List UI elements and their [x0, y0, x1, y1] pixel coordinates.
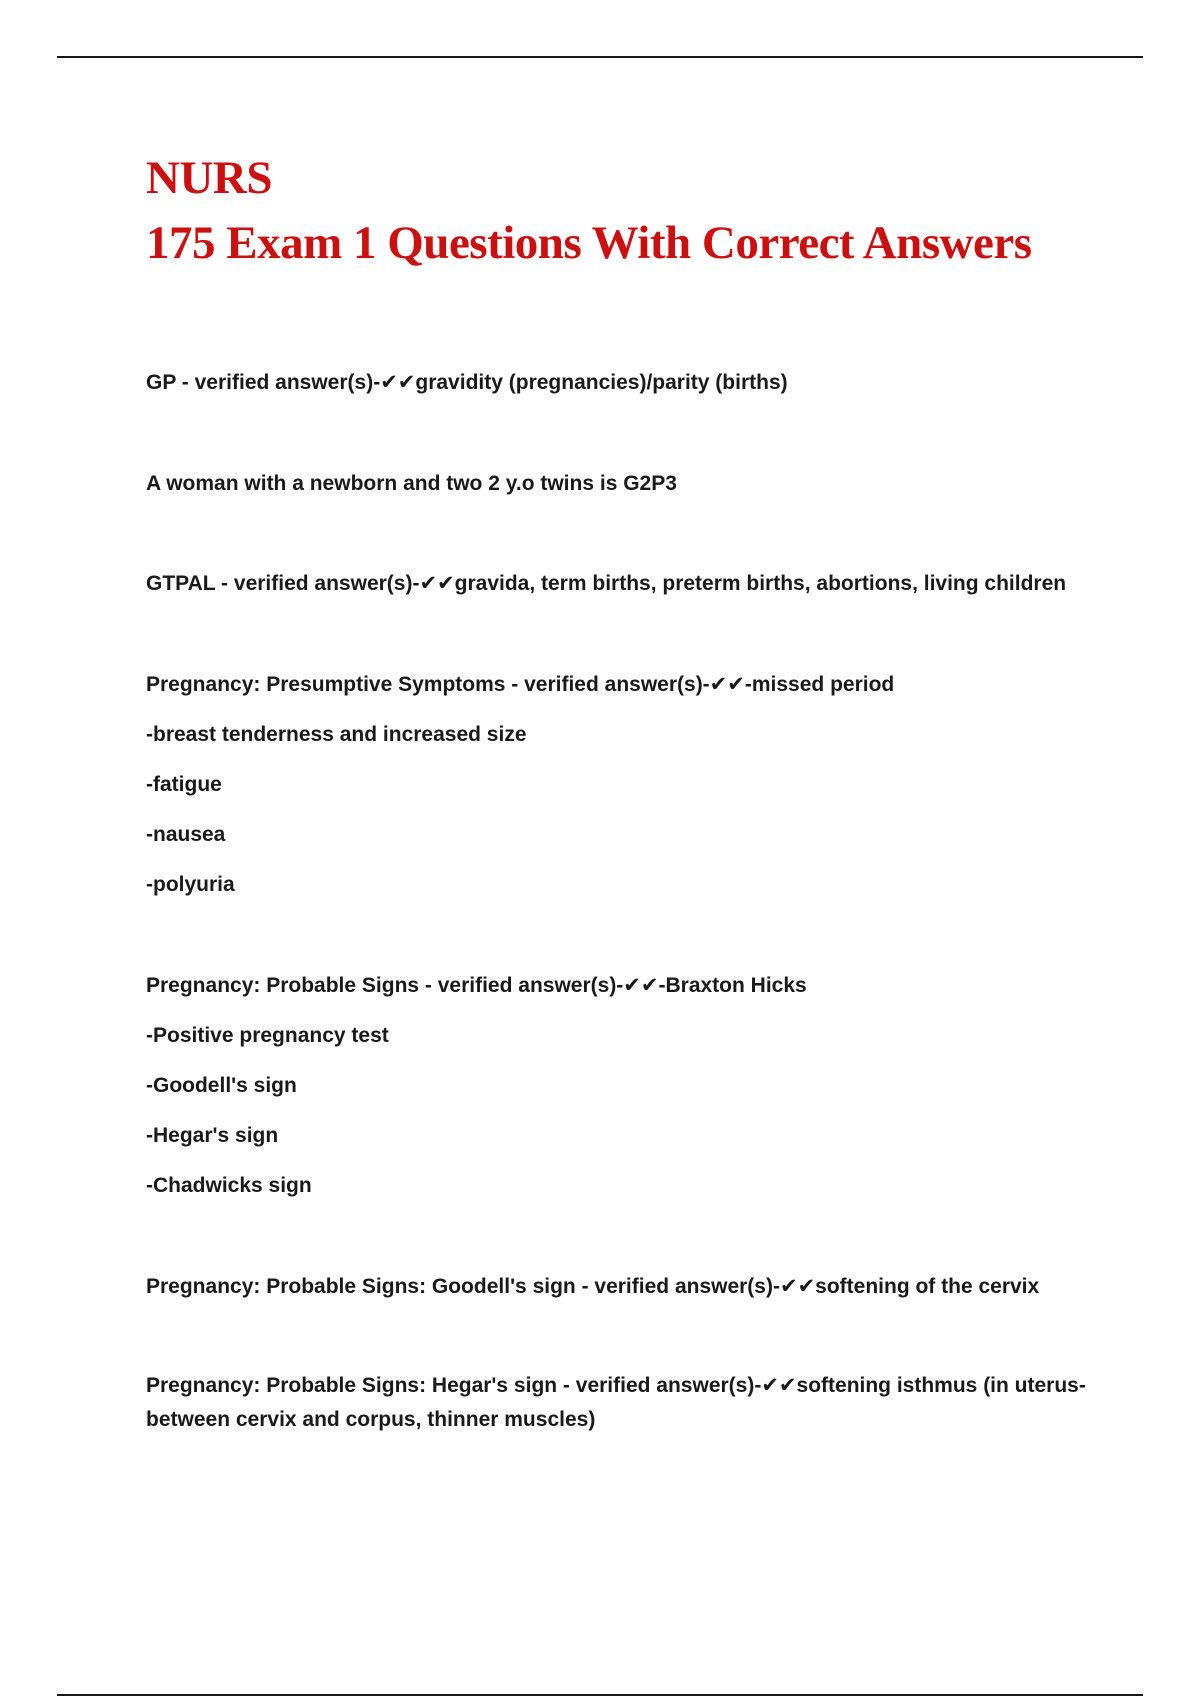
qa-entry-text: A woman with a newborn and two 2 y.o twins is G2P3 — [146, 472, 677, 495]
qa-entry-text: Pregnancy: Probable Signs: Hegar's sign - verified answer(s)-✔✔softening isthmus (in uterus- between cervix and corpus, thinner muscles) — [146, 1374, 1086, 1431]
qa-entry-gtpal — [146, 567, 1106, 601]
document-title — [146, 146, 1106, 276]
list-item: -polyuria — [146, 873, 235, 896]
qa-entry-text: Pregnancy: Presumptive Symptoms - verified answer(s)-✔✔-missed period — [146, 673, 895, 696]
qa-entry-presumptive — [146, 668, 1106, 902]
qa-entry-list — [146, 718, 1106, 902]
bottom-rule — [57, 1694, 1143, 1696]
qa-entry-text: GP - verified answer(s)-✔✔gravidity (pregnancies)/parity (births) — [146, 371, 788, 394]
qa-entry-text: GTPAL - verified answer(s)-✔✔gravida, term births, preterm births, abortions, living children — [146, 572, 1067, 595]
qa-entry-g2p3 — [146, 467, 1106, 501]
list-item: -fatigue — [146, 773, 222, 796]
qa-entry-goodell — [146, 1270, 1106, 1304]
list-item: -Positive pregnancy test — [146, 1024, 389, 1047]
list-item: -Hegar's sign — [146, 1124, 279, 1147]
qa-entry-hegar — [146, 1369, 1106, 1437]
title-line-2: 175 Exam 1 Questions With Correct Answers — [146, 217, 1032, 269]
qa-entry-text: Pregnancy: Probable Signs - verified answer(s)-✔✔-Braxton Hicks — [146, 974, 807, 997]
qa-entry-text: Pregnancy: Probable Signs: Goodell's sign - verified answer(s)-✔✔softening of the cervix — [146, 1275, 1040, 1298]
list-item: -Goodell's sign — [146, 1074, 297, 1097]
list-item: -Chadwicks sign — [146, 1174, 312, 1197]
list-item: -breast tenderness and increased size — [146, 723, 527, 746]
qa-entry-list — [146, 1019, 1106, 1203]
qa-entry-probable — [146, 969, 1106, 1203]
top-rule — [57, 56, 1143, 58]
title-line-1: NURS — [146, 152, 272, 204]
qa-entry-gp — [146, 366, 1106, 400]
list-item: -nausea — [146, 823, 226, 846]
